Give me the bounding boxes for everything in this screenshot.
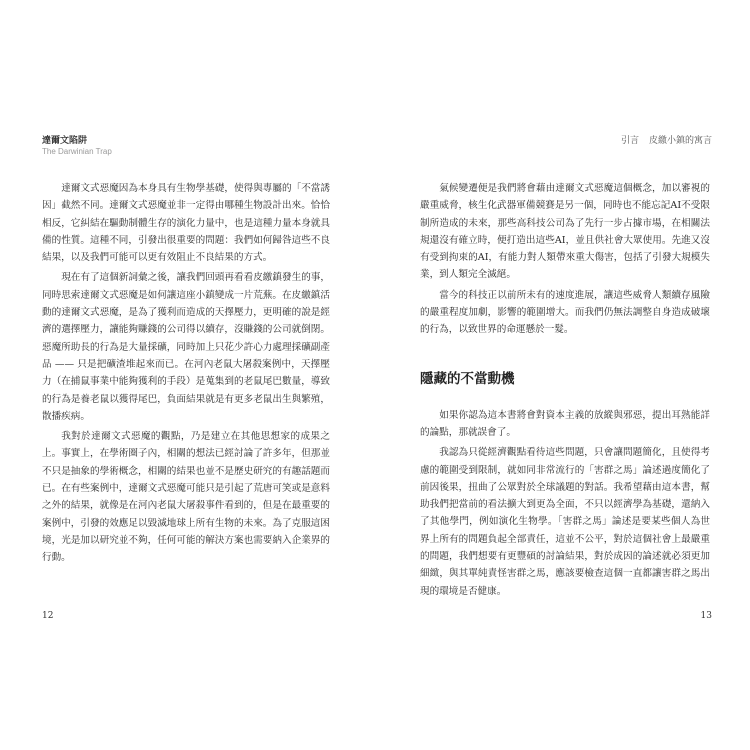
section-heading: 隱藏的不當動機 [420, 370, 515, 387]
left-page-body [42, 180, 330, 570]
running-header-right [621, 135, 712, 147]
running-header-section: 皮繳小鎮的寓言 [648, 136, 712, 146]
running-header-title: 達爾文陷阱 [42, 136, 88, 146]
body-paragraph: 現在有了這個新詞彙之後，讓我們回頭再看看皮繳鎮發生的事，同時思索達爾文式惡魔是如何讓這座小鎮變成一片荒蕪。在皮繳鎮活動的達爾文式惡魔，是為了獲利而造成的天擇壓力，更明確的說是經濟的選擇壓力，讓能夠賺錢的公司得以續存，沒賺錢的公司就倒閉。惡魔所助長的行為是大量採礦，同時加上只花少許心力處理採礦副產品 —— 只是把礦渣堆起來而已。在河內老鼠大屠殺案例中，天擇壓力（在捕鼠事業中能夠獲利的手段）是蒐集到的老鼠尾巴數量，導致的行為是養老鼠以獲得尾巴，負面結果就是有更多老鼠出生與繁殖，散播疾病。 [42, 272, 330, 422]
body-paragraph: 達爾文式惡魔因為本身具有生物學基礎，使得與專屬的「不當誘因」截然不同。達爾文式惡魔並非一定得由哪種生物設計出來。恰恰相反，它糾結在驅動制體生存的演化力量中，也是這種力量本身就具備的性質。這種不同，引發出很重要的問題：我們如何歸咎這些不良結果，以及我們可能可以更有效阻止不良結果的方式。 [42, 183, 330, 264]
page-number-left: 12 [42, 611, 54, 621]
body-paragraph: 我認為只從經濟觀點看待這些問題，只會讓問題簡化，且使得考慮的範圍受到限制，就如同非常流行的「害群之馬」論述過度簡化了前因後果，扭曲了公眾對於全球議題的對話。我希望藉由這本書，幫助我們把當前的看法擴大到更為全面，不只以經濟學為基礎，還納入了其他學門，例如演化生物學。「害群之馬」論述是要某些個人為世界上所有的問題負起全部責任，這並不公平，對於這個社會上最嚴重的問題，我們想要有更豐碩的討論結果，對於成因的論述就必須更加細緻，與其單純責怪害群之馬，應該要檢查這個一直都讓害群之馬出現的環境是否健康。 [420, 447, 710, 597]
body-paragraph: 我對於達爾文式惡魔的觀點，乃是建立在其他思想家的成果之上。事實上，在學術圈子內，相關的想法已經討論了許多年，但那並不只是抽象的學術概念，相關的結果也並不是歷史研究的有趣話題而已。在有些案例中，達爾文式惡魔可能只是引起了荒唐可笑或是意料之外的結果，就像是在河內老鼠大屠殺事件看到的，但是在最重要的案例中，引發的效應足以毀滅地球上所有生物的未來。為了克服這困境，光是加以研究並不夠，任何可能的解決方案也需要納入企業界的行動。 [42, 431, 330, 564]
running-header-subtitle: The Darwinian Trap [42, 147, 112, 156]
page-number-right: 13 [700, 611, 712, 621]
running-header-chapter: 引言 [620, 136, 639, 146]
body-paragraph: 氣候變遷便是我們將會藉由達爾文式惡魔這個概念，加以審視的嚴重威脅，核生化武器軍備競賽是另一個，同時也不能忘記AI不受限制所造成的未來，那些高科技公司為了先行一步占據市場，在相關法規還沒有確立時，便打造出這些AI，並且供社會大眾使用。先進又沒有受到拘束的AI，有能力對人類帶來重大傷害，包括了引發大規模失業，到人類完全滅絕。 [420, 183, 710, 281]
body-paragraph: 如果你認為這本書將會對資本主義的放縱與邪惡，提出耳熟能詳的論點，那就誤會了。 [420, 409, 710, 438]
right-page-body [420, 180, 710, 603]
body-paragraph: 當今的科技正以前所未有的速度進展，讓這些威脅人類續存風險的嚴重程度加劇，影響的範圍增大。而我們仍無法調整自身造成破壞的行為，以致世界的命運懸於一髮。 [420, 289, 710, 336]
